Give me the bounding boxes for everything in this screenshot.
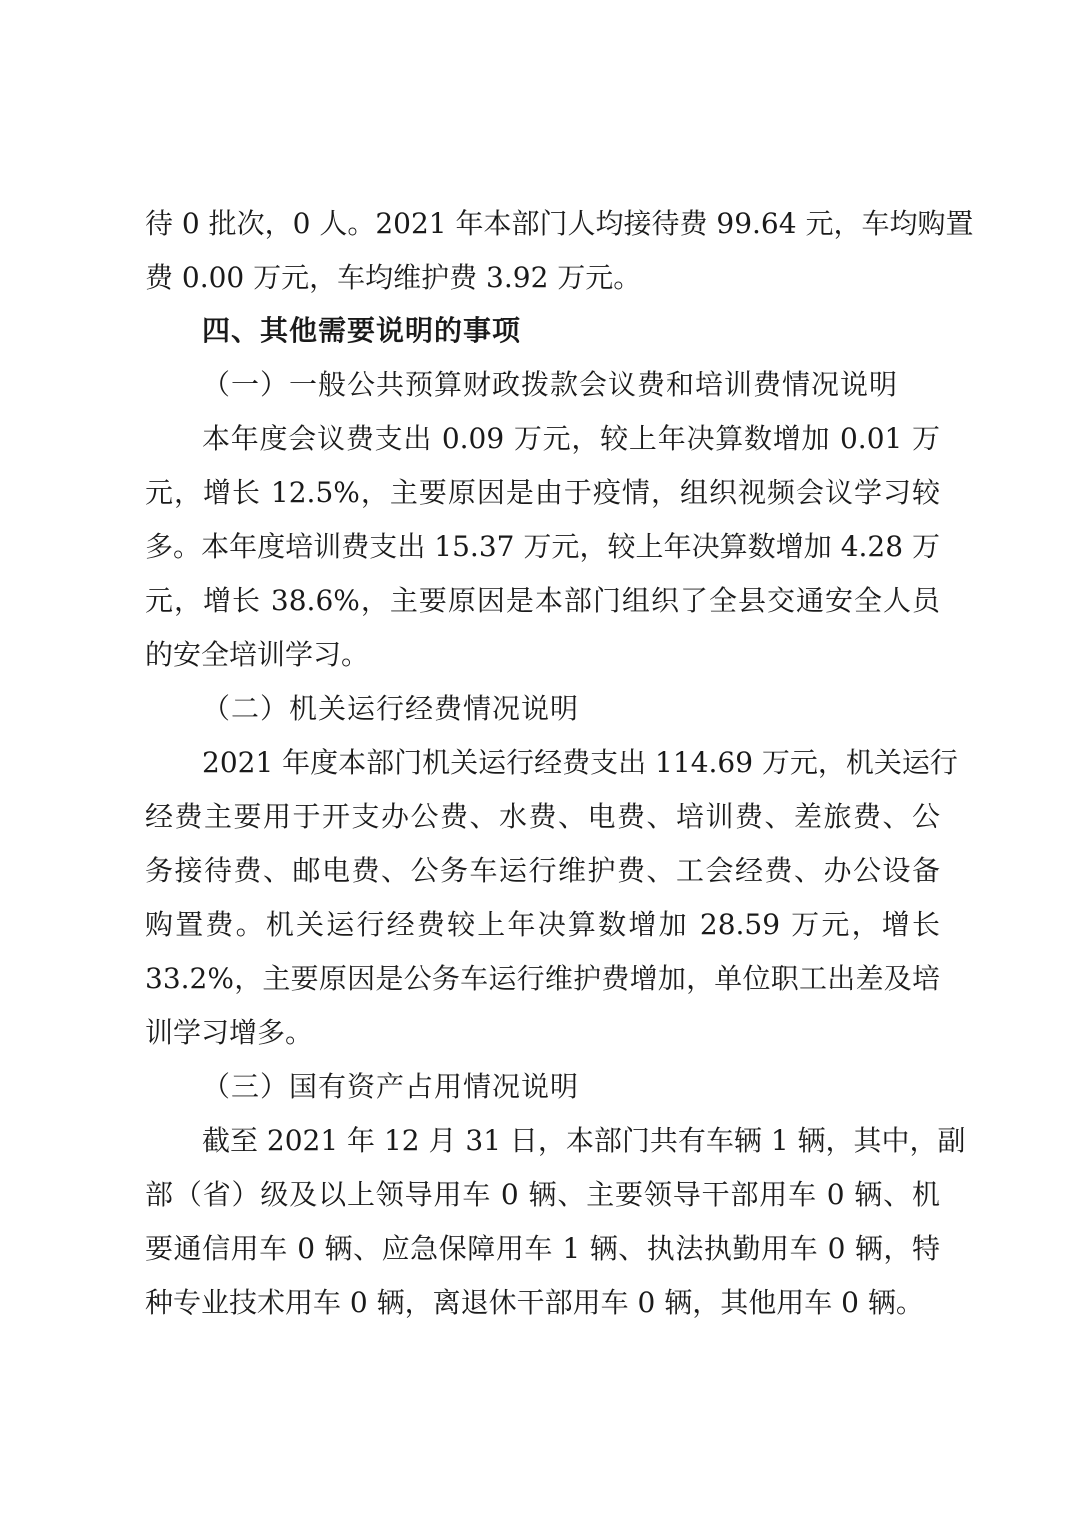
- paragraph-line: 33.2%，主要原因是公务车运行维护费增加，单位职工出差及培: [145, 962, 940, 995]
- paragraph-line: 截至 2021 年 12 月 31 日，本部门共有车辆 1 辆，其中，副: [202, 1124, 966, 1157]
- subsection-heading: （二）机关运行经费情况说明: [202, 692, 580, 725]
- paragraph-line: 元，增长 38.6%，主要原因是本部门组织了全县交通安全人员: [145, 584, 940, 617]
- paragraph-line: 元，增长 12.5%，主要原因是由于疫情，组织视频会议学习较: [145, 476, 940, 509]
- paragraph-line: 本年度会议费支出 0.09 万元，较上年决算数增加 0.01 万: [202, 422, 940, 455]
- paragraph-line: 要通信用车 0 辆、应急保障用车 1 辆、执法执勤用车 0 辆，特: [145, 1232, 940, 1265]
- paragraph-line: 购置费。机关运行经费较上年决算数增加 28.59 万元，增长: [145, 908, 940, 941]
- subsection-heading: （一）一般公共预算财政拨款会议费和培训费情况说明: [202, 368, 899, 401]
- paragraph-line: 经费主要用于开支办公费、水费、电费、培训费、差旅费、公: [145, 800, 940, 833]
- paragraph-line: 务接待费、邮电费、公务车运行维护费、工会经费、办公设备: [145, 854, 940, 887]
- section-heading: 四、其他需要说明的事项: [202, 314, 522, 347]
- paragraph-line: 费 0.00 万元，车均维护费 3.92 万元。: [145, 261, 642, 294]
- paragraph-line: 2021 年度本部门机关运行经费支出 114.69 万元，机关运行: [202, 746, 958, 779]
- subsection-heading: （三）国有资产占用情况说明: [202, 1070, 580, 1103]
- paragraph-line: 训学习增多。: [145, 1016, 314, 1049]
- paragraph-line: 待 0 批次，0 人。2021 年本部门人均接待费 99.64 元，车均购置: [145, 207, 974, 240]
- paragraph-line: 多。本年度培训费支出 15.37 万元，较上年决算数增加 4.28 万: [145, 530, 940, 563]
- paragraph-line: 的安全培训学习。: [145, 638, 370, 671]
- paragraph-line: 种专业技术用车 0 辆，离退休干部用车 0 辆，其他用车 0 辆。: [145, 1286, 924, 1319]
- paragraph-line: 部（省）级及以上领导用车 0 辆、主要领导干部用车 0 辆、机: [145, 1178, 940, 1211]
